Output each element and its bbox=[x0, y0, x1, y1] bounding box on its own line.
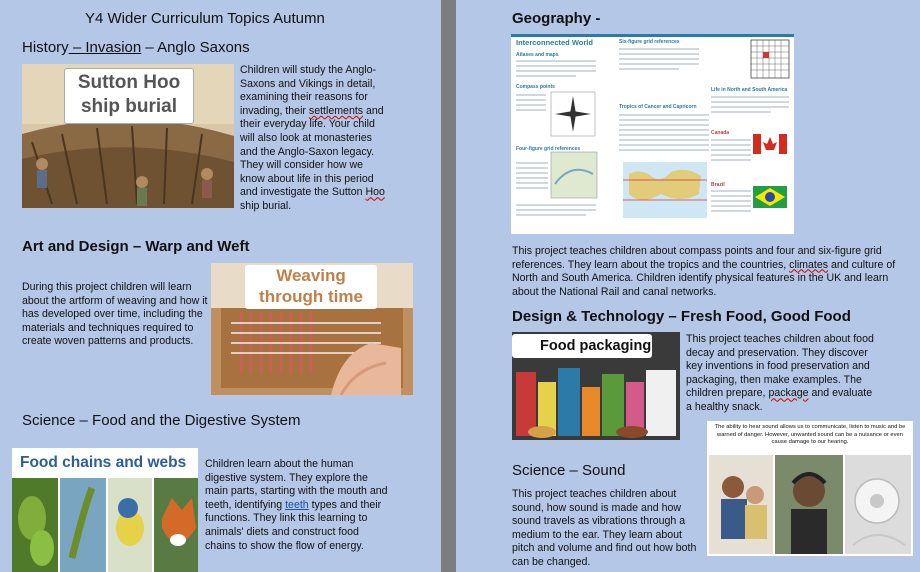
kb-title: Interconnected World bbox=[516, 38, 593, 47]
art-text: During this project children will learn about the artform of weaving and how it has developed over time, including the materials and techniques required to create woven patterns and products. bbox=[22, 281, 208, 348]
food-packaging-label: Food packaging bbox=[512, 334, 652, 358]
sutton-hoo-image bbox=[22, 64, 234, 208]
food-packaging-image bbox=[512, 332, 680, 440]
page-title: Y4 Wider Curriculum Topics Autumn bbox=[85, 10, 325, 27]
kb-section-four-figure: Four-figure grid references bbox=[516, 146, 581, 152]
food-chains-label: Food chains and webs bbox=[12, 450, 198, 476]
kb-brazil: Brazil bbox=[711, 182, 725, 188]
left-page bbox=[0, 0, 441, 572]
dt-heading: Design & Technology – Fresh Food, Good Food bbox=[512, 308, 851, 325]
kb-section-americas: Life in North and South America bbox=[711, 87, 788, 93]
science-text: Children learn about the human digestive system. They explore the main parts, starting with the mouth and teeth, identifying teeth types and their functions. They link this learning to animals' diets and construct food chains to show the flow of energy. bbox=[205, 458, 388, 552]
kb-canada: Canada bbox=[711, 130, 730, 136]
knowledge-organiser-image bbox=[511, 34, 794, 234]
art-heading: Art and Design – Warp and Weft bbox=[22, 238, 250, 255]
kb-section-compass: Compass points bbox=[516, 84, 555, 90]
history-heading: History – Invasion – Anglo Saxons bbox=[22, 39, 250, 56]
weaving-label: Weaving through time bbox=[245, 265, 377, 309]
sound-text: This project teaches children about sound, how sound is made and how sound travels as vibrations through a medium to the ear. They learn about pitch and volume and find out how both can be changed. bbox=[512, 488, 697, 568]
weaving-image bbox=[211, 263, 413, 395]
food-chains-image bbox=[12, 448, 198, 572]
sound-caption: The ability to hear sound allows us to communicate, listen to music and be warned of danger. However, unwanted sound can be a nuisance or even cause damage to our hearing. bbox=[714, 424, 906, 445]
kb-section-tropics: Tropics of Cancer and Capricorn bbox=[619, 104, 697, 110]
science-heading: Science – Food and the Digestive System bbox=[22, 412, 301, 429]
sound-heading: Science – Sound bbox=[512, 462, 626, 479]
kb-section-six-figure: Six-figure grid references bbox=[619, 39, 680, 45]
sound-image bbox=[707, 421, 913, 556]
kb-section-atlases: Atlases and maps bbox=[516, 52, 559, 58]
geography-heading: Geography - bbox=[512, 10, 601, 27]
dt-text: This project teaches children about food decay and preservation. They discover key inventions in food preservation and packaging, then make examples. The children prepare, package and evaluate a healthy snack. bbox=[686, 333, 874, 413]
right-page bbox=[456, 0, 920, 572]
sutton-hoo-label: Sutton Hoo ship burial bbox=[64, 68, 194, 124]
geography-text: This project teaches children about compass points and four and six-figure grid references. They learn about the tropics and the countries, climates and culture of North and South America. Children identify physical features in the UK and learn about the National Rail and canal networks. bbox=[512, 245, 896, 298]
history-text: Children will study the Anglo-Saxons and Vikings in detail, examining their reasons for invading, their settlements and their everyday life. Your child will also look at monasteries and the Anglo-Saxon legacy. They will consider how we know about life in this period and investigate the Sutton Hoo ship burial. bbox=[240, 64, 385, 212]
